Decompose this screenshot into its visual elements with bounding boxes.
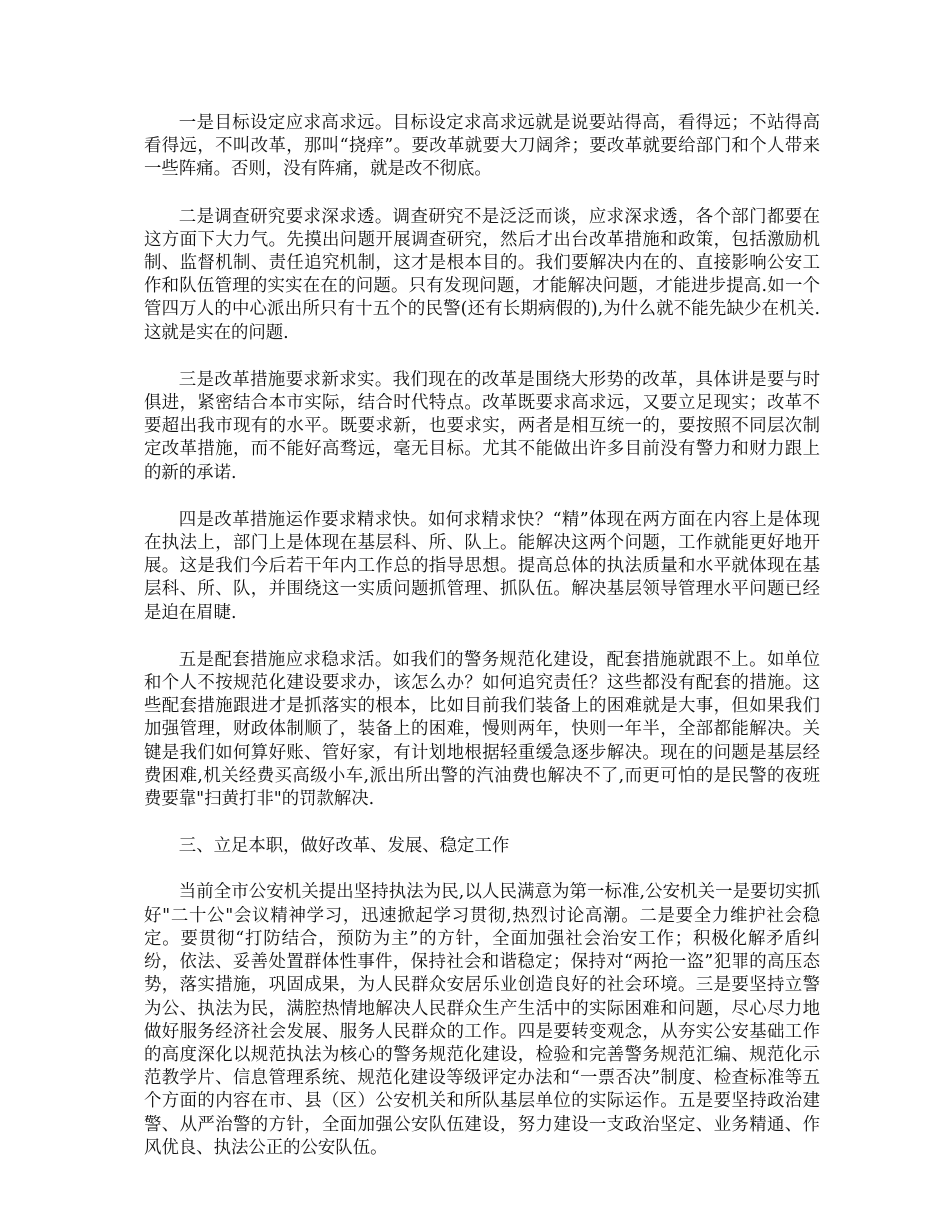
- paragraph-reform-operation: 四是改革措施运作要求精求快。如何求精求快？“精”体现在两方面在内容上是体现在执法上，部门上是体现在基层科、所、队上。能解决这两个问题，工作就能更好地开展。这是我们今后若干年内工作总的指导思想。提高总体的执法质量和水平就体现在基层科、所、队，并围绕这一实质问题抓管理、抓队伍。解决基层领导管理水平问题已经是迫在眉睫.: [144, 509, 820, 623]
- paragraph-investigation: 二是调查研究要求深求透。调查研究不是泛泛而谈，应求深求透，各个部门都要在这方面下大力气。先摸出问题开展调查研究，然后才出台改革措施和政策，包括激励机制、监督机制、责任追究机制，这才是根本目的。我们要解决内在的、直接影响公安工作和队伍管理的实实在在的问题。只有发现问题，才能解决问题，才能进步提高.如一个管四万人的中心派出所只有十五个的民警(还有长期病假的),为什么就不能先缺少在机关.这就是实在的问题.: [144, 206, 820, 343]
- paragraph-current-work: 当前全市公安机关提出坚持执法为民,以人民满意为第一标准,公安机关一是要切实抓好"二十公"会议精神学习，迅速掀起学习贯彻,热烈讨论高潮。二是要全力维护社会稳定。要贯彻“打防结合，预防为主”的方针，全面加强社会治安工作；积极化解矛盾纠纷，依法、妥善处置群体性事件，保持社会和谐稳定；保持对“两抢一盗”犯罪的高压态势，落实措施，巩固成果，为人民群众安居乐业创造良好的社会环境。三是要坚持立警为公、执法为民，满腔热情地解决人民群众生产生活中的实际困难和问题，尽心尽力地做好服务经济社会发展、服务人民群众的工作。四是要转变观念，从夯实公安基础工作的高度深化以规范执法为核心的警务规范化建设，检验和完善警务规范汇编、规范化示范教学片、信息管理系统、规范化建设等级评定办法和“一票否决”制度、检查标准等五个方面的内容在市、县（区）公安机关和所队基层单位的实际运作。五是要坚持政治建警、从严治警的方针，全面加强公安队伍建设，努力建设一支政治坚定、业务精通、作风优良、执法公正的公安队伍。: [144, 882, 820, 1158]
- document-body: [144, 112, 820, 1184]
- section-heading: 三、立足本职，做好改革、发展、稳定工作: [178, 836, 510, 857]
- paragraph-supporting-measures: 五是配套措施应求稳求活。如我们的警务规范化建设，配套措施就跟不上。如单位和个人不按规范化建设要求办，该怎么办？如何追究责任？这些都没有配套的措施。这些配套措施跟进才是抓落实的根本，比如目前我们装备上的困难就是大事，但如果我们加强管理，财政体制顺了，装备上的困难，慢则两年，快则一年半，全部都能解决。关键是我们如何算好账、管好家，有计划地根据轻重缓急逐步解决。现在的问题是基层经费困难,机关经费买高级小车,派出所出警的汽油费也解决不了,而更可怕的是民警的夜班费要靠"扫黄打非"的罚款解决.: [144, 649, 820, 810]
- paragraph-reform-measures: 三是改革措施要求新求实。我们现在的改革是围绕大形势的改革，具体讲是要与时俱进，紧密结合本市实际，结合时代特点。改革既要求高求远，又要立足现实；改革不要超出我市现有的水平。既要求新，也要求实，两者是相互统一的，要按照不同层次制定改革措施，而不能好高骛远，毫无目标。尤其不能做出许多目前没有警力和财力跟上的新的承诺.: [144, 369, 820, 483]
- paragraph-goal-setting: 一是目标设定应求高求远。目标设定求高求远就是说要站得高，看得远；不站得高看得远，不叫改革，那叫“挠痒”。要改革就要大刀阔斧；要改革就要给部门和个人带来一些阵痛。否则，没有阵痛，就是改不彻底。: [144, 113, 820, 180]
